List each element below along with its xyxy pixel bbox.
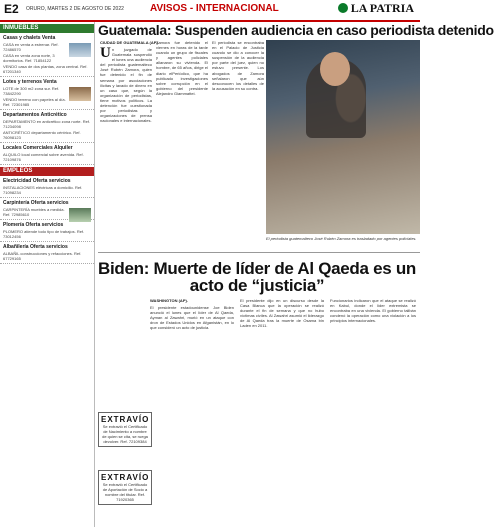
article-byline: WASHINGTON (AP). [150, 298, 188, 303]
ad-block [0, 119, 94, 143]
classified-ad: DEPARTAMENTO en anticrético zona norte. Ref. 71234098 [3, 119, 91, 129]
article-column [100, 47, 152, 247]
classified-ad: VENDO terreno con papeles al día. Ref. 72301985 [3, 97, 66, 107]
subcategory-albanileria: Albañilería Oferta servicios [3, 244, 68, 250]
ad-block [0, 42, 94, 77]
notice-text: Se extravió el Certificado de Aportación de Socio a nombre del titular. Ref. 71920365 [102, 482, 148, 502]
ad-photo [69, 208, 91, 222]
ad-block [0, 185, 94, 198]
newspaper-logo [338, 1, 414, 16]
subcategory-plomeria: Plomería Oferta servicios [3, 222, 64, 228]
divider [98, 252, 420, 253]
ad-block [0, 207, 94, 220]
classified-ad: LOTE de 300 m2 zona sur. Ref. 73842290 [3, 86, 60, 96]
ad-block [0, 152, 94, 165]
article-byline: CIUDAD DE GUATEMALA (AP). [100, 40, 159, 45]
ad-block [0, 229, 94, 242]
classified-ad: VENDO casa de dos plantas, zona central. Ref. 67201340 [3, 64, 88, 74]
notice-title: EXTRAVÍO [101, 473, 150, 482]
drop-cap: U [100, 45, 111, 61]
subcategory-carpinteria: Carpintería Oferta servicios [3, 200, 69, 206]
photo-caption: El periodista guatemalteco José Rubén Zamora es trasladado por agentes policiales. [266, 236, 417, 241]
classified-ad: CASA en venta a estrenar. Ref. 72486570 [3, 42, 59, 52]
subcategory-lotes: Lotes y terrenos Venta [3, 79, 57, 85]
article-headline: Guatemala: Suspenden audiencia en caso periodista detenido [98, 22, 494, 38]
article-column: El periodista se encontraba en el Palacio de Justicia cuando se dio a conocer la suspensión de la audiencia por parte del juez, quien no estuvo presente. Los abogados de Zamora señalaron que aún desconocen los detalles de la acusación en su contra. [212, 40, 264, 91]
ad-block [0, 86, 94, 110]
classifieds-column [0, 22, 95, 527]
notice-title: EXTRAVÍO [101, 415, 150, 424]
article-column: El presidente estadounidense Joe Biden anunció el lunes que el líder de Al Qaeda, Ayman al Zawahri, murió en un ataque con dron de Estados Unidos en Afganistán, en lo que consideró un acto de justicia. [150, 305, 234, 331]
subcategory-electricidad: Electricidad Oferta servicios [3, 178, 71, 184]
ad-photo [69, 87, 91, 101]
ad-photo [69, 43, 91, 57]
notice-box [98, 412, 152, 447]
section-title: AVISOS - INTERNACIONAL [150, 3, 279, 14]
category-inmuebles: INMUEBLES [0, 24, 94, 33]
classified-ad: PLOMERO atiende todo tipo de trabajos. Ref. 73012456 [3, 229, 85, 239]
category-empleos: EMPLEOS [0, 167, 94, 176]
classified-ad: CARPINTERÍA muebles a medida. Ref. 72985610 [3, 207, 65, 217]
notice-text: Se extravió el Certificado de Nacimiento a nombre de quien se cita, se ruega devolver. Ref. 72109384 [102, 424, 148, 444]
classified-ad: INSTALACIONES eléctricas a domicilio. Ref. 71098234 [3, 185, 83, 195]
article-text: n juzgado de Guatemala suspendió el lunes una audiencia del periodista guatemalteco José Rubén Zamora, quien fue detenido el fin de semana por asociaciones ilícitas y lavado de dinero en un caso que, según la organización de periodistas, tiene motivos políticos. La detención fue cuestionada por periodistas y organizaciones de prensa nacionales e internacionales. [100, 47, 152, 124]
classified-ad: ANTICRÉTICO departamento céntrico. Ref. 76098123 [3, 130, 81, 140]
article-column: Funcionarios indicaron que el ataque se realizó en Kabul, donde el líder extremista se encontraba en una vivienda. El gobierno talibán condenó la operación como una violación a los principios internacionales. [330, 298, 416, 324]
article-column: Zamora fue detenido el viernes en horas de la tarde cuando un grupo de fiscales y agentes policiales allanaron su vivienda. El hombre, de 65 años, dirige el diario elPeriódico, que ha publicado investigaciones sobre corrupción en el gobierno del presidente Alejandro Giammattei. [156, 40, 208, 96]
article-column: El presidente dijo en un discurso desde la Casa Blanca que la operación se realizó durante el fin de semana y que no hubo víctimas civiles. Al Zawahri asumió el liderazgo de Al Qaeda tras la muerte de Osama bin Laden en 2011. [240, 298, 324, 329]
page-number: E2 [4, 2, 19, 16]
subcategory-departamentos: Departamentos Anticrético [3, 112, 67, 118]
dateline: ORURO, MARTES 2 DE AGOSTO DE 2022 [26, 6, 124, 12]
classified-ad: CASA en venta zona norte, 3 dormitorios. Ref. 71854122 [3, 53, 55, 63]
classified-ad: ALQUILO local comercial sobre avenida. Ref. 72109876 [3, 152, 84, 162]
subcategory-locales: Locales Comerciales Alquiler [3, 145, 73, 151]
article-headline: Biden: Muerte de líder de Al Qaeda es un acto de “justicia” [98, 259, 416, 295]
logo-icon [338, 3, 348, 13]
classified-ad: ALBAÑIL construcciones y refacciones. Ref. 67729165 [3, 251, 82, 261]
logo-text: LA PATRIA [350, 1, 414, 15]
notice-box [98, 470, 152, 505]
photo-face [320, 52, 350, 86]
subcategory-casas: Casas y chalets Venta [3, 35, 56, 41]
ad-block [0, 251, 94, 264]
page-header [0, 0, 420, 22]
